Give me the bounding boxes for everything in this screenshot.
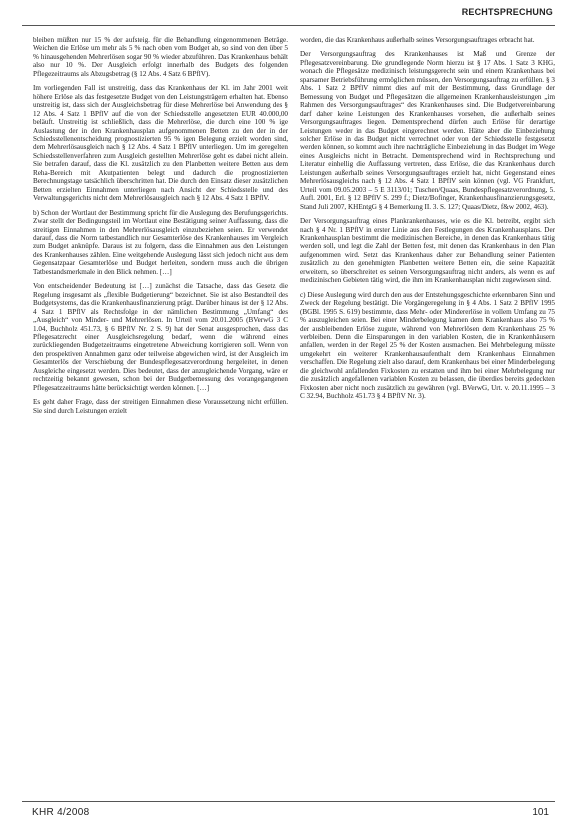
journal-name: KHR 4/2008	[32, 807, 90, 818]
paragraph: Der Versorgungsauftrag eines Plankrankenhauses, wie es die Kl. betreibt, ergibt sich nach § 4 Nr. 1 BPflV in erster Linie aus den Festlegungen des Krankenhausplans. Der Krankenhausplan bestimmt die medizinischen Bereiche, in denen das Krankenhaus tätig werden soll, und legt die Zahl der Betten fest, mit denen das Krankenhaus in den Plan aufgenommen wird. Setzt das Krankenhaus daher zur Behandlung seiner Patienten zusätzlich zu den genehmigten Planbetten weitere Betten ein, die seine Kapazität erweitern, so überschreitet es seinen Versorgungsauftrag nicht anders, als wenn es auf medizinischen Gebieten tätig wird, die ihm im Krankenhausplan nicht zugewiesen sind.	[300, 217, 555, 285]
paragraph: c) Diese Auslegung wird durch den aus der Entstehungsgeschichte erkennbaren Sinn und Zweck der Regelung bestätigt. Die Vorgängeregelung in § 4 Abs. 1 Satz 2 BPflV 1995 (BGBl. 1995 S. 619) bestimmte, dass Mehr- oder Mindererlöse in vollem Umfang zu 75 % auszugleichen seien. Bei einer Minderbelegung kamen dem Krankenhaus also 75 % der ausbleibenden Erlöse zugute, während von Mehrerlösen dem Krankenhaus 25 % verbleiben. Denn die Einsparungen in den variablen Kosten, die in Krankenhäusern anfallen, werden in der Regel 25 % der Kosten ausmachen. Bei Mehrbelegung müsste umgekehrt ein weiterer Krankenhausaufenthalt dem Krankenhaus Einnahmen verschaffen. Die Regelung zielt also darauf, dem Krankenhaus bei einer Minderbelegung die gleichwohl anfallenden Fixkosten zu erstatten und ihm bei einer Mehrbelegung nur die zusätzlich angefallenen variablen Kosten zu belassen, die überdies bereits gedeckten Fixkosten aber nicht noch zusätzlich zu gewähren (vgl. BVerwG, Urt. v. 20.11.1995 – 3 C 32.94, Buchholz 451.73 § 4 BPflV Nr. 3).	[300, 290, 555, 401]
paragraph: worden, die das Krankenhaus außerhalb seines Versorgungsauftrages erbracht hat.	[300, 36, 535, 44]
header-rule	[22, 25, 555, 26]
right-column	[300, 36, 555, 407]
page-number: 101	[532, 807, 549, 818]
paragraph: Im vorliegenden Fall ist unstreitig, dass das Krankenhaus der Kl. im Jahr 2001 weit höhere Erlöse als das festgesetzte Budget von den Leistungsträgern erhalten hat. Ebenso unstreitig ist, dass sich der Ausgleichsbetrag für diese Mehrerlöse bei Anwendung des § 12 Abs. 4 Satz 1 BPflV auf die von der Schiedsstelle angesetzten EUR 40.000,00 beläuft. Unstreitig ist schließlich, dass die Mehrerlöse, die durch eine 100 % ige Auslastung der in den Krankenhausplan aufgenommenen Betten zu den der in der Schiedsstellenentscheidung prognostizierten 95 % igen Belegung erzielt worden sind, dem Mehrerlösausgleich nach § 12 Abs. 4 Satz 1 BPflV unterliegen. Um im geregelten Schiedsstellenverfahren zum Ausgleich gestellten Mehrerlöse geht es dabei nicht allein. Sie betrafen darauf, dass die Kl. zusätzlich zu den Planbetten weitere Betten aus dem Reha-Bereich mit Akutpatienten belegt und dadurch die prognostizierten Berechnungstage tatsächlich überschritten hat. Die durch den Einsatz dieser zusätzlichen Betten erzielten Einnahmen unterliegen nach Ansicht der Schiedsstelle und des Verwaltungsgerichts nicht dem Mehrerlösausgleich nach § 12 Abs. 4 Satz 1 BPflV.	[33, 84, 288, 203]
paragraph: Es geht daher Frage, dass der streitigen Einnahmen diese Voraussetzung nicht erfüllen. Sie sind durch Leistungen erzielt	[33, 398, 288, 415]
paragraph: b) Schon der Wortlaut der Bestimmung spricht für die Auslegung des Berufungsgerichts. Zwar stellt der Bedingungsteil im Wortlaut eine Bestätigung seiner Auffassung, dass die streitigen Einnahmen in den Mehrerlösausgleich einzubeziehen seien. Er verwendet darauf, dass die Norm tatbestandlich nur Gesamterlöse des Krankenhauses im Vergleich zum Budget anknüpfe. Daraus ist zu folgern, dass die Einnahmen aus den Leistungen des Krankenhauses zählen. Eine weitgehende Auslegung lässt sich jedoch nicht aus dem Gegensatzpaar Gesamterlöse und Budget herleiten, sondern muss auch die übrigen Tatbestandsmerkmale in den Blick nehmen. […]	[33, 208, 288, 276]
page-header	[0, 4, 577, 30]
page-footer	[22, 801, 555, 823]
paragraph: Von entscheidender Bedeutung ist […] zunächst die Tatsache, dass das Gesetz die Regelung insgesamt als „flexible Budgetierung“ bezeichnet. Sie ist also Bestandteil des Budgetsystems, das die Krankenhausfinanzierung prägt. Darüber hinaus ist der § 12 Abs. 4 Satz 1 BPflV als Rechtsfolge in der nämlichen Bestimmung „Umfang“ des „Ausgleich“ von Minder- und Mehrerlösen. In Urteil vom 20.01.2005 (BVerwG 3 C 1.04, Buchholz 451.73, § 6 BPflV Nr. 2 S. 9) hat der Senat ausgesprochen, dass das Pflegesatzrecht einer Ausgleichsregelung bedarf, wenn die während eines zurückliegenden Budgetzeitraums eingetretene Abweichung korrigieren soll. Wenn von den prospektiven Annahmen ganz oder teilweise abgewichen wird, ist der Ausgleich im Gesamterlös der Verschiebung der Bundespflegesatzverordnung hergeleitet, in denen Ausgleiche eingesetzt werden. Dies bedeutet, dass der anzugleichende Vorgang, wäre er rechtzeitig bekannt gewesen, schon bei der Budgetbemessung des vorangegangenen Pflegesatzzeitraums hätte berücksichtigt werden können. […]	[33, 282, 288, 392]
left-column	[33, 36, 288, 421]
footer-rule	[22, 801, 555, 802]
paragraph: bleiben müßten nur 15 % der aufsteig. für die Behandlung eingenommenen Beträge. Weichen die Erlöse um mehr als 5 % nach oben vom Budget ab, so sind von den über 5 % hinausgehenden Mehrerlösen sogar 90 % wieder abzuführen. Das Krankenhaus behält also nur 10 %. Der Ausgleich erfolgt innerhalb des Budgets des folgenden Pflegezeitraums als Abzugsbetrag (§ 12 Abs. 4 Satz 6 BPflV).	[33, 36, 288, 78]
section-label: RECHTSPRECHUNG	[461, 7, 553, 17]
paragraph: Der Versorgungsauftrag des Krankenhauses ist Maß und Grenze der Pflegesatzvereinbarung. Die grundlegende Norm hierzu ist § 17 Abs. 1 Satz 3 KHG, wonach die Pflegesätze medizinisch leistungsgerecht sein und einem Krankenhaus bei sparsamer Betriebsführung ermöglichen müssen, den Versorgungsauftrag zu erfüllen. § 3 Abs. 1 Satz 2 BPflV nimmt dies auf mit der Bestimmung, dass Grundlage der Bemessung von Budget und Pflegesätzen die allgemeinen Krankenhausleistungen „im Rahmen des Versorgungsauftrages“ des Krankenhauses sind. Die Budgetvereinbarung darf daher keine Leistungen des Krankenhauses vorsehen, die außerhalb seines Versorgungsauftrages liegen. Dementsprechend dürfen auch Erlöse für derartige Leistungen weder in das Budget eingerechnet werden. Hätte aber die Einbeziehung solcher Erlöse in das Budget nicht verrechnet oder von der Schiedsstelle festgesetzt werden können, so kommt auch ihre nachträgliche Einbeziehung in das Budget im Wege eines Ausgleichs nicht in Betracht. Dementsprechend wird in Rechtsprechung und Literatur einhellig die Auffassung vertreten, dass Erlöse, die das Krankenhaus durch Leistungen außerhalb seines Versorgungsauftrages erzielt hat, nicht Gegenstand eines Mehrerlösausgleichs nach § 12 Abs. 4 Satz 1 BPflV sein können (vgl. VG Frankfurt, Urteil vom 09.05.2003 – 5 E 3113/01; Tuschen/Quaas, Bundespflegesatzverordnung, 5. Aufl. 2001, Erl. § 12 BPflV S. 299 f.; Dietz/Bofinger, Krankenhausfinanzierungsgesetz, Stand Juli 2007, KHEntgG § 4 Bemerkung II. 3. S. 127; Quaas/Dietz, f&w 2002, 463).	[300, 50, 555, 211]
